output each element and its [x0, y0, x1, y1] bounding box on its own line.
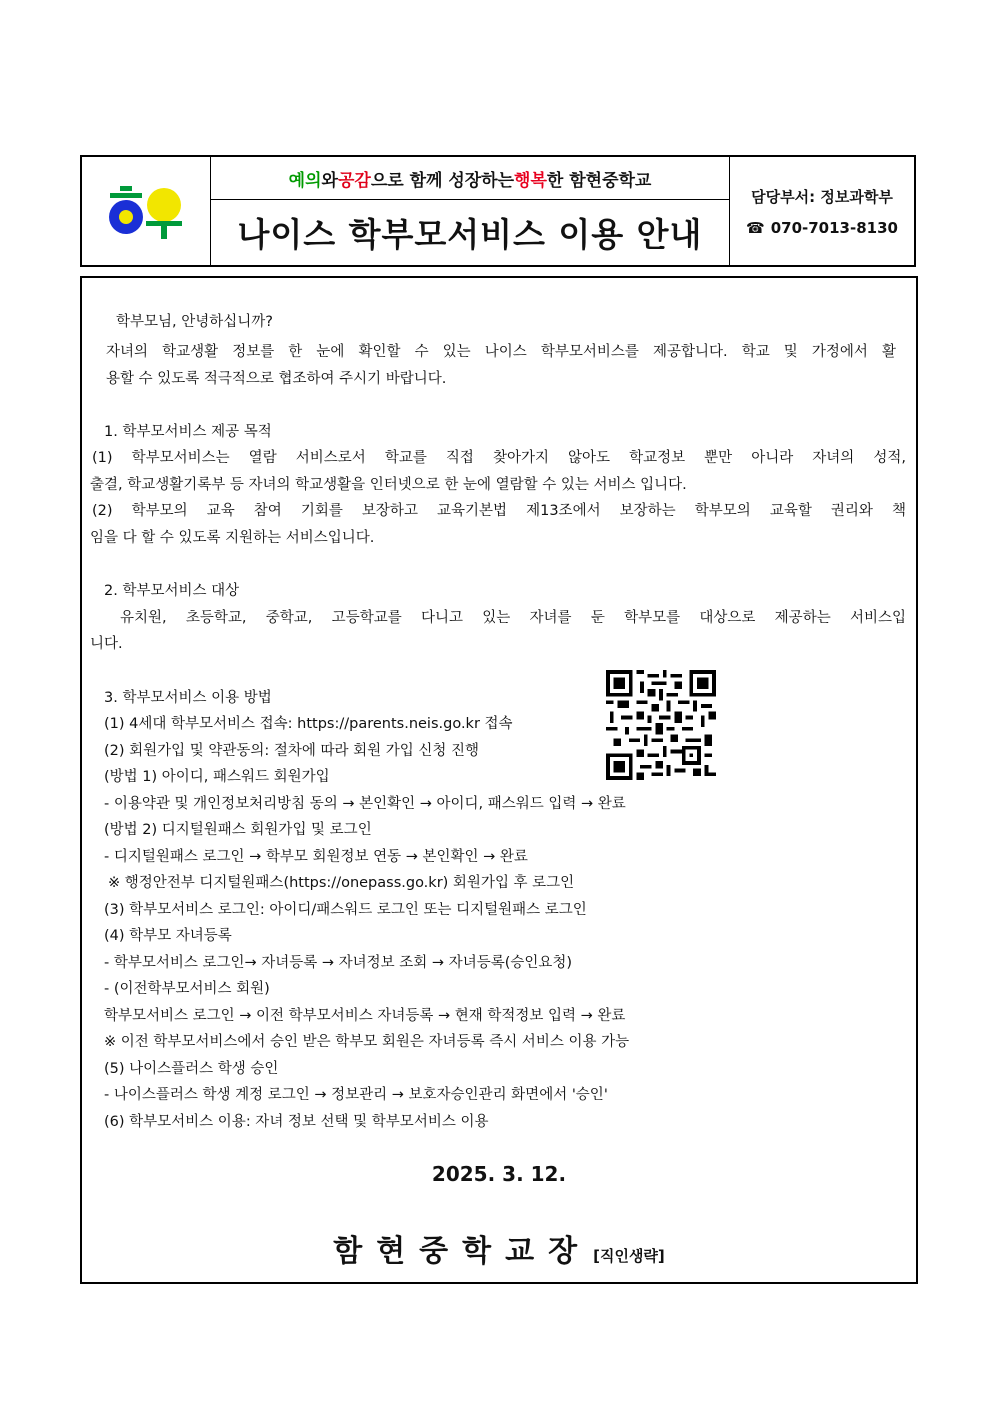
list-item: - (이전학부모서비스 회원): [104, 981, 270, 997]
phone-number: 070-7013-8130: [770, 218, 898, 237]
list-item: (2) 회원가입 및 약관동의: 절차에 따라 회원 가입 신청 진행: [104, 743, 480, 759]
contact-info: [730, 157, 914, 265]
department-label: 담당부서: 정보과학부: [751, 187, 893, 206]
motto-part: 으로 함께 성장하는: [370, 170, 515, 191]
section-title: 3. 학부모서비스 이용 방법: [104, 690, 272, 706]
paragraph-line: 임을 다 할 수 있도록 지원하는 서비스입니다.: [90, 530, 375, 546]
list-item: - 이용약관 및 개인정보처리방침 동의 → 본인확인 → 아이디, 패스워드 입력 → 완료: [104, 796, 626, 812]
paragraph-line: 출결, 학교생활기록부 등 자녀의 학교생활을 인터넷으로 한 눈에 열람할 수 있는 서비스 입니다.: [90, 477, 687, 493]
intro-line: 용할 수 있도록 적극적으로 협조하여 주시기 바랍니다.: [106, 371, 447, 387]
section-title: 2. 학부모서비스 대상: [104, 583, 240, 599]
paragraph-line: (2) 학부모의 교육 참여 기회를 보장하고 교육기본법 제13조에서 보장하는 학부모의 교육할 권리와 책: [92, 503, 906, 519]
motto-part: 와: [321, 170, 338, 191]
list-item: (4) 학부모 자녀등록: [104, 928, 232, 944]
paragraph-line: (1) 학부모서비스는 열람 서비스로서 학교를 직접 찾아가지 않아도 학교정보 뿐만 아니라 자녀의 성적,: [92, 450, 906, 466]
list-item: (6) 학부모서비스 이용: 자녀 정보 선택 및 학부모서비스 이용: [104, 1114, 489, 1130]
list-item: (1) 4세대 학부모서비스 접속: https://parents.neis.go.kr 접속: [104, 716, 513, 732]
list-item: ※ 이전 학부모서비스에서 승인 받은 학부모 회원은 자녀등록 즉시 서비스 이용 가능: [104, 1034, 630, 1050]
qr-code-icon[interactable]: [606, 670, 716, 780]
school-logo: [82, 157, 211, 265]
signer-name: 함현중학교장: [333, 1234, 592, 1269]
paragraph-line: 니다.: [90, 636, 123, 652]
seal-omitted-note: [직인생략]: [593, 1247, 665, 1265]
signature-block: [82, 1226, 916, 1270]
list-item: (방법 1) 아이디, 패스워드 회원가입: [104, 769, 330, 785]
list-item: (5) 나이스플러스 학생 승인: [104, 1061, 279, 1077]
phone-icon: ☎: [746, 218, 765, 237]
greeting: 학부모님, 안녕하십니까?: [116, 314, 273, 330]
document-date: 2025. 3. 12.: [431, 1162, 567, 1186]
header-box: [80, 155, 916, 267]
list-item: (방법 2) 디지털원패스 회원가입 및 로그인: [104, 822, 372, 838]
school-motto: [211, 157, 729, 200]
paragraph-line: 유치원, 초등학교, 중학교, 고등학교를 다니고 있는 자녀를 둔 학부모를 대상으로 제공하는 서비스입: [120, 610, 906, 626]
motto-part: 예의: [288, 170, 322, 191]
list-item: - 나이스플러스 학생 계정 로그인 → 정보관리 → 보호자승인관리 화면에서 '승인': [104, 1087, 608, 1103]
intro-line: 자녀의 학교생활 정보를 한 눈에 확인할 수 있는 나이스 학부모서비스를 제공합니다. 학교 및 가정에서 활: [106, 344, 896, 360]
school-logo-icon: [106, 181, 186, 241]
list-item: ※ 행정안전부 디지털원패스(https://onepass.go.kr) 회원가입 후 로그인: [108, 875, 575, 891]
phone-line: [746, 219, 898, 237]
header-center: [211, 157, 730, 265]
list-item: (3) 학부모서비스 로그인: 아이디/패스워드 로그인 또는 디지털원패스 로그인: [104, 902, 587, 918]
motto-part: 한 함현중학교: [546, 170, 652, 191]
list-item: 학부모서비스 로그인 → 이전 학부모서비스 자녀등록 → 현재 학적정보 입력 → 완료: [104, 1008, 626, 1024]
document-title: 나이스 학부모서비스 이용 안내: [237, 215, 703, 254]
list-item: - 디지털원패스 로그인 → 학부모 회원정보 연동 → 본인확인 → 완료: [104, 849, 528, 865]
section-title: 1. 학부모서비스 제공 목적: [104, 424, 272, 440]
content-box: [80, 276, 918, 1284]
motto-part: 행복: [514, 170, 547, 191]
list-item: - 학부모서비스 로그인→ 자녀등록 → 자녀정보 조회 → 자녀등록(승인요청): [104, 955, 573, 971]
motto-part: 공감: [337, 170, 371, 191]
